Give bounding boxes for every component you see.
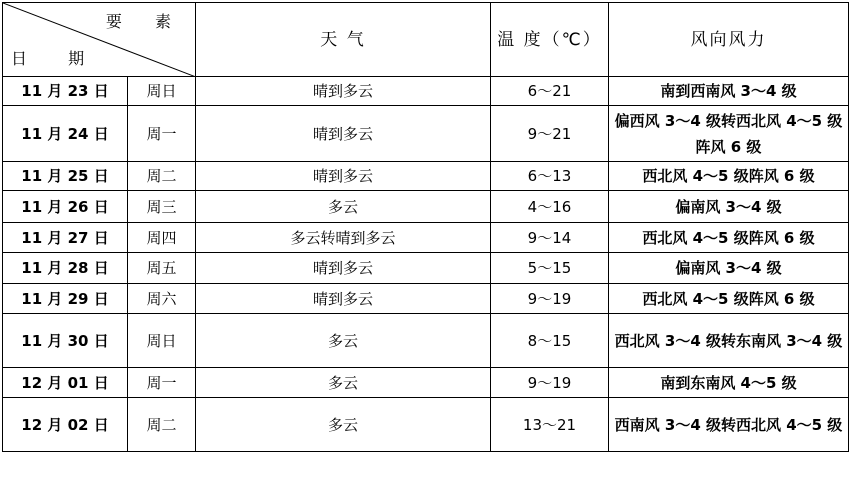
wind-cell: 西北风 3～4 级转东南风 3～4 级	[609, 314, 849, 368]
date-cell: 11 月 28 日	[3, 253, 128, 284]
table-row	[3, 284, 849, 314]
date-cell: 11 月 29 日	[3, 284, 128, 314]
temp-cell: 13～21	[491, 398, 609, 452]
weekday-cell: 周二	[128, 398, 196, 452]
temp-cell: 9～14	[491, 223, 609, 253]
table-row	[3, 191, 849, 223]
date-cell: 11 月 23 日	[3, 77, 128, 106]
date-cell: 12 月 01 日	[3, 368, 128, 398]
date-cell: 12 月 02 日	[3, 398, 128, 452]
table-row	[3, 368, 849, 398]
table-row	[3, 253, 849, 284]
weekday-cell: 周五	[128, 253, 196, 284]
weather-cell: 多云	[196, 398, 491, 452]
temp-cell: 5～15	[491, 253, 609, 284]
corner-header-cell	[3, 3, 196, 77]
table-row	[3, 162, 849, 191]
weekday-cell: 周一	[128, 106, 196, 162]
weather-cell: 晴到多云	[196, 284, 491, 314]
wind-cell: 西南风 3～4 级转西北风 4～5 级	[609, 398, 849, 452]
table-row	[3, 223, 849, 253]
table-row	[3, 398, 849, 452]
temp-cell: 6～13	[491, 162, 609, 191]
temp-cell: 9～21	[491, 106, 609, 162]
weekday-cell: 周六	[128, 284, 196, 314]
weather-cell: 多云	[196, 314, 491, 368]
forecast-table	[2, 2, 849, 452]
table-row	[3, 106, 849, 162]
corner-bottom-label: 日 期	[11, 49, 103, 68]
wind-header: 风向风力	[609, 3, 849, 77]
weather-cell: 晴到多云	[196, 162, 491, 191]
date-cell: 11 月 30 日	[3, 314, 128, 368]
corner-top-label: 要 素	[105, 12, 185, 31]
temp-cell: 8～15	[491, 314, 609, 368]
wind-cell: 偏南风 3～4 级	[609, 191, 849, 223]
temp-cell: 9～19	[491, 368, 609, 398]
date-cell: 11 月 26 日	[3, 191, 128, 223]
weather-cell: 多云	[196, 191, 491, 223]
table-row	[3, 314, 849, 368]
wind-cell: 西北风 4～5 级阵风 6 级	[609, 284, 849, 314]
wind-cell: 南到东南风 4～5 级	[609, 368, 849, 398]
weather-header: 天 气	[196, 3, 491, 77]
weekday-cell: 周日	[128, 77, 196, 106]
weekday-cell: 周二	[128, 162, 196, 191]
wind-cell: 西北风 4～5 级阵风 6 级	[609, 162, 849, 191]
weekday-cell: 周一	[128, 368, 196, 398]
weekday-cell: 周四	[128, 223, 196, 253]
table-row	[3, 77, 849, 106]
date-cell: 11 月 25 日	[3, 162, 128, 191]
weather-cell: 多云	[196, 368, 491, 398]
weather-cell: 多云转晴到多云	[196, 223, 491, 253]
weekday-cell: 周日	[128, 314, 196, 368]
weather-cell: 晴到多云	[196, 253, 491, 284]
date-cell: 11 月 24 日	[3, 106, 128, 162]
header-row	[3, 3, 849, 77]
temp-cell: 6～21	[491, 77, 609, 106]
weather-cell: 晴到多云	[196, 77, 491, 106]
temp-cell: 4～16	[491, 191, 609, 223]
wind-cell: 南到西南风 3～4 级	[609, 77, 849, 106]
wind-cell: 偏西风 3～4 级转西北风 4～5 级阵风 6 级	[609, 106, 849, 162]
wind-cell: 西北风 4～5 级阵风 6 级	[609, 223, 849, 253]
weekday-cell: 周三	[128, 191, 196, 223]
date-cell: 11 月 27 日	[3, 223, 128, 253]
temp-header: 温 度（℃）	[491, 3, 609, 77]
weather-cell: 晴到多云	[196, 106, 491, 162]
wind-cell: 偏南风 3～4 级	[609, 253, 849, 284]
temp-cell: 9～19	[491, 284, 609, 314]
